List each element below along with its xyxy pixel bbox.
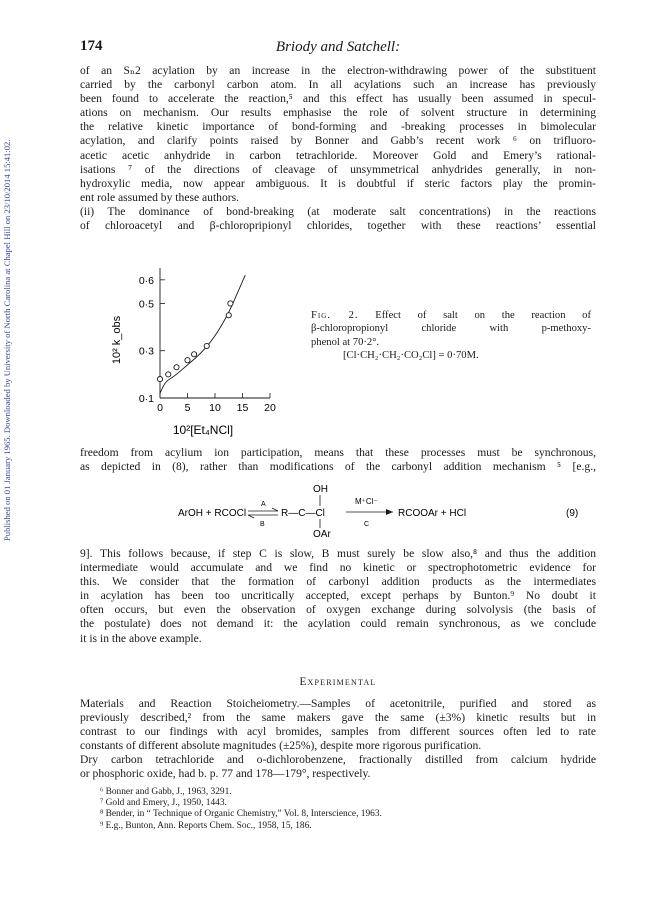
footnotes <box>100 787 560 832</box>
text-line: hydroxylic media, now appear ambiguous. It is doubtful if steric factors play the promin- <box>80 176 596 190</box>
x-tick-label: 0 <box>157 402 163 414</box>
text-line: previously described,² from the same makers gave the same (±3%) kinetic results but in <box>80 711 596 725</box>
y-tick-label: 0·5 <box>138 298 154 311</box>
y-tick-label: 0·1 <box>138 393 154 405</box>
text-line: carried by the carbonyl carbon atom. In all acylations such an increase has previously <box>80 78 596 92</box>
step-c-label: C <box>364 521 370 528</box>
reactants: ArOH + RCOCl <box>178 508 247 519</box>
page-header <box>80 38 596 58</box>
intermediate: R—C—Cl <box>281 508 325 519</box>
text-line: (ii) The dominance of bond-breaking (at moderate salt concentrations) in the reactions <box>80 205 596 218</box>
caption-label: Fig. 2. <box>311 310 359 321</box>
catalyst-label: M⁺Cl⁻ <box>355 497 378 506</box>
text-line: contrast to our findings with acyl bromides, samples from different sources often led to rate <box>80 725 596 739</box>
text-line: Dry carbon tetrachloride and o-dichlorobenzene, fractionally distilled from calcium hydride <box>80 753 596 766</box>
x-tick-label: 15 <box>236 402 249 414</box>
data-point <box>185 358 190 363</box>
page-number: 174 <box>80 38 103 54</box>
text-line: ent role assumed by these authors. <box>80 190 240 204</box>
text-line: acetic acetic anhydride in carbon tetrachloride. Moreover Gold and Emery’s rational- <box>80 148 596 162</box>
text-line: the relative kinetic importance of bond-forming and -breaking processes in bimolecular <box>80 120 596 134</box>
section-heading: Experimental <box>299 676 377 688</box>
footnote: ⁶ Bonner and Gabb, J., 1963, 3291. <box>100 787 232 797</box>
footnote: ⁸ Bender, in “ Technique of Organic Chemistry,” Vol. 8, Interscience, 1963. <box>100 809 382 820</box>
data-point <box>226 313 231 318</box>
download-notice: Published on 01 January 1965. Downloaded by University of North Carolina at Chapel Hill on 23/10/2014 15:41:02. <box>2 139 12 541</box>
paragraph-1 <box>80 64 596 205</box>
text-line: acylation, and clarify points raised by Bonner and Gabb’s recent work ⁶ on trifluoro- <box>80 134 596 148</box>
data-point <box>174 365 179 370</box>
data-point <box>228 301 233 306</box>
text-line: constants of different absolute magnitudes (±25%), despite more rigorous purification. <box>80 739 482 753</box>
y-tick-label: 0·6 <box>138 274 154 287</box>
paragraph-6 <box>80 753 596 781</box>
text-line: or phosphoric oxide, had b. p. 77 and 178—179°, respectively. <box>80 767 371 781</box>
caption-line: β-chloropropionyl chloride with p-methoxy- <box>311 323 591 335</box>
data-point <box>157 376 162 381</box>
data-point <box>192 352 197 357</box>
text-line: often occurs, but even the observation of oxygen exchange during solvolysis (the basis of <box>80 603 596 617</box>
text-line: freedom from acylium ion participation, means that these processes must be synchronous, <box>80 446 596 459</box>
text-line: ations on mechanism. Our results emphasise the role of solvent structure in determining <box>80 106 596 120</box>
aryloxy-group: OAr <box>313 529 331 539</box>
x-tick-label: 10 <box>209 402 221 414</box>
y-tick-label: 0·3 <box>138 345 154 358</box>
data-point <box>166 372 171 377</box>
equation-number: (9) <box>566 508 579 519</box>
text-line: of an Sₙ2 acylation by an increase in the electron-withdrawing power of the substituent <box>80 64 596 77</box>
fit-curve <box>160 275 245 393</box>
text-line: it is in the above example. <box>80 631 202 645</box>
caption-line: [Cl·CH₂·CH₂·CO₂Cl] = 0·70M. <box>343 350 479 362</box>
arrow-head <box>386 509 393 515</box>
text-line: in acylation has been too uncritically accepted, except perhaps by Bunton.⁹ No doubt it <box>80 589 596 603</box>
paragraph-3 <box>80 446 596 474</box>
arrow-head <box>272 508 278 511</box>
x-tick-label: 5 <box>184 402 191 414</box>
caption-line: Effect of salt on the reaction of <box>375 310 591 321</box>
text-line: the postulate) does not demand it: the acylation could remain synchronous, as we conclude <box>80 617 596 631</box>
paragraph-4 <box>80 547 596 646</box>
step-b-label: B <box>260 521 265 528</box>
paragraph-5 <box>80 697 596 753</box>
caption-line: phenol at 70·2°. <box>311 336 380 348</box>
data-points <box>157 301 233 382</box>
text-line: 9]. This follows because, if step C is slow, B must surely be slow also,⁸ and thus the addition <box>80 547 596 560</box>
salt-effect-chart <box>110 260 300 440</box>
text-line: Materials and Reaction Stoicheiometry.—Samples of acetonitrile, purified and stored as <box>80 697 596 710</box>
footnote: ⁹ E.g., Bunton, Ann. Reports Chem. Soc., 1958, 15, 186. <box>100 820 312 831</box>
data-point <box>204 343 209 348</box>
text-line: of chloroacetyl and β-chloropripionyl chlorides, together with these reactions’ essential <box>80 219 596 233</box>
products: RCOOAr + HCl <box>398 508 467 519</box>
text-line: isations ⁷ of the directions of cleavage of unsymmetrical anhydrides generally, in non- <box>80 162 596 176</box>
arrow-head <box>248 515 254 518</box>
paragraph-2 <box>80 205 596 233</box>
figure-caption <box>311 309 591 363</box>
footnote: ⁷ Gold and Emery, J., 1950, 1443. <box>100 798 227 809</box>
text-line: been found to accelerate the reaction,⁵ and this effect has usually been assumed in specul- <box>80 92 596 106</box>
hydroxyl-group: OH <box>313 484 328 495</box>
text-line: as depicted in (8), rather than modifications of the carbonyl addition mechanism ⁵ [e.g., <box>80 460 596 474</box>
x-axis-label: 10²[Et₄NCl] <box>172 423 234 437</box>
x-tick-label: 20 <box>264 402 276 414</box>
running-head: Briody and Satchell: <box>275 39 401 55</box>
reaction-scheme-9 <box>80 484 596 539</box>
text-line: intermediate would accumulate and we find no kinetic or spectrophotometric evidence for <box>80 561 596 575</box>
step-a-label: A <box>261 501 266 508</box>
text-line: this. We consider that the formation of carbonyl addition products as the intermediates <box>80 575 596 589</box>
y-axis-label: 10² k_obs <box>111 315 123 365</box>
chart-axes <box>160 268 270 398</box>
